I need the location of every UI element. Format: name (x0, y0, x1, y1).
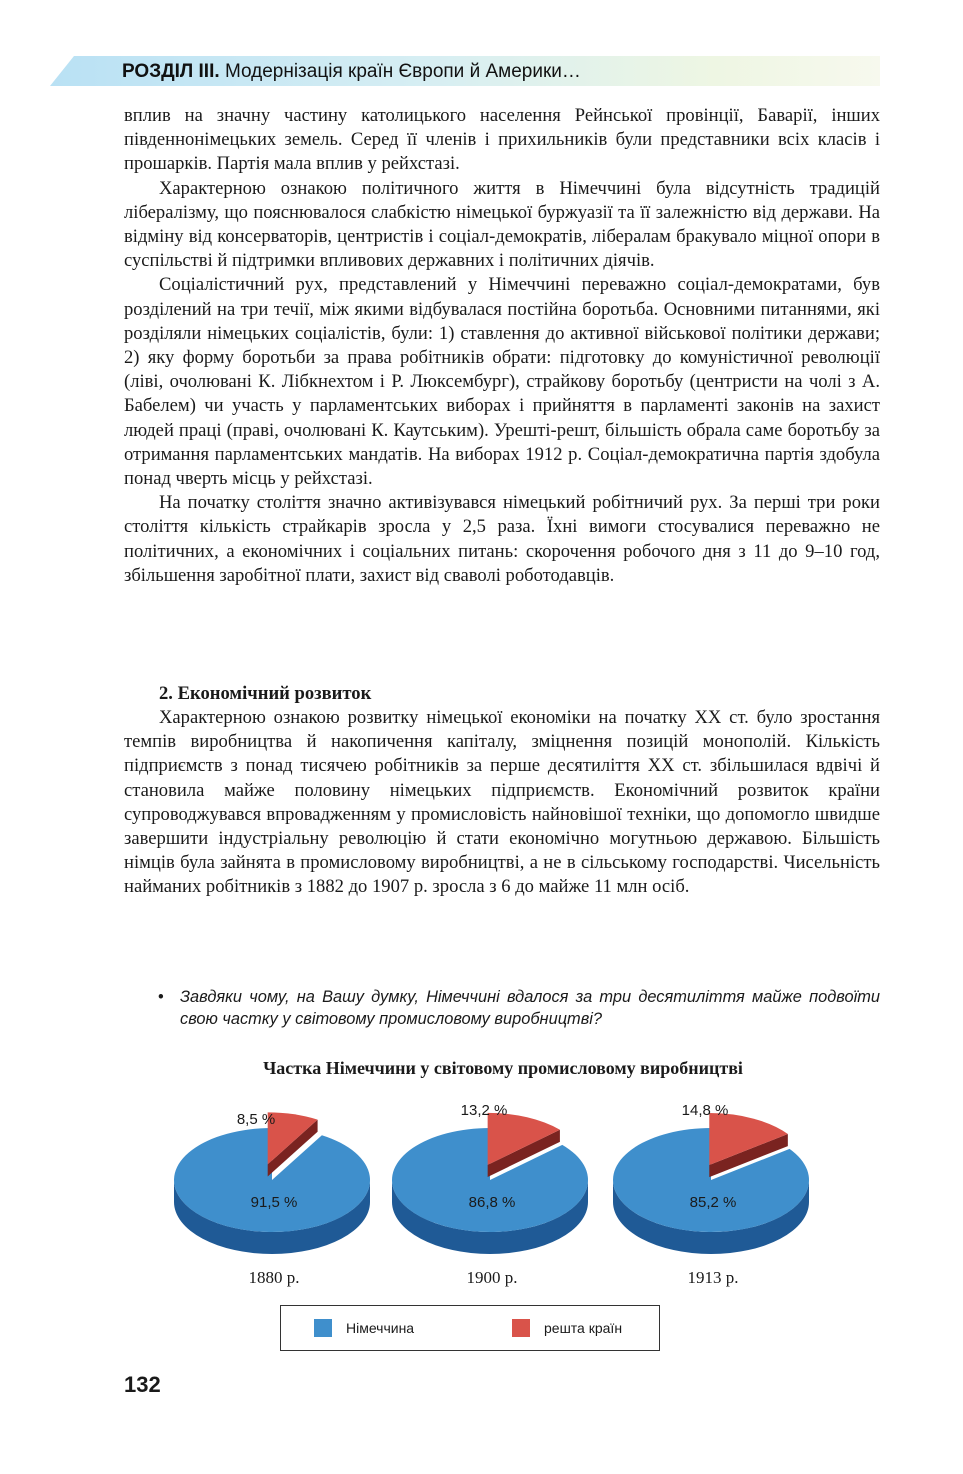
pie-label-rest: 13,2 % (460, 1102, 508, 1119)
running-header (122, 59, 581, 85)
paragraph: Характерною ознакою політичного життя в Німеччині була відсутність традицій лібералізму, що пояснювалося слабкістю німецької буржуазії та її залежністю від держави. На відміну від консерваторів, центристів і соціал-демократів, лібералам бракувало міцної опори в суспільстві й підтримки впливових державних і політичних діячів. (124, 177, 880, 272)
pie-label-germany: 86,8 % (468, 1194, 516, 1211)
pie-label-germany: 91,5 % (250, 1194, 298, 1211)
page-number: 132 (124, 1372, 161, 1397)
pie-year-label: 1880 р. (248, 1268, 300, 1287)
body-text-economy (124, 706, 880, 900)
pie-chart-1913 (613, 1102, 809, 1287)
pie-label-rest: 8,5 % (236, 1111, 276, 1128)
header-band-cut (50, 56, 74, 86)
legend-swatch-germany (314, 1319, 332, 1337)
pie-chart-1900 (392, 1102, 588, 1287)
discussion-question (158, 986, 880, 1030)
section-title: Модернізація країн Європи й Америки… (224, 61, 581, 82)
legend-label-germany: Німеччина (346, 1320, 415, 1336)
chart-legend (280, 1305, 660, 1351)
pie-label-germany: 85,2 % (689, 1194, 737, 1211)
subsection-heading: 2. Економічний розвиток (159, 683, 372, 704)
section-label: РОЗДІЛ III. (122, 61, 220, 82)
legend-swatch-rest (512, 1319, 530, 1337)
paragraph: Соціалістичний рух, представлений у Німеччині переважно соціал-демократами, був розділений на три течії, між якими відбувалася постійна боротьба. Основними питаннями, які розділяли німецьких соціалістів, були: 1) ставлення до активної військової політики держави; 2) яку форму боротьби за права робітників обрати: підготовку до комуністичної революції (ліві, очолювані К. Лібкнехтом і Р. Люксембург), страйкову боротьбу (центристи на чолі з А. Бабелем) чи участь у парламентських виборах і прийняття в парламенті законів на захист людей праці (праві, очолювані К. Каутським). Урешті-решт, більшість обрала саме боротьбу за отримання парламентських мандатів. На виборах 1912 р. Соціал-демократична партія здобула понад чверть місць у рейхстазі. (124, 274, 880, 490)
paragraph: Характерною ознакою розвитку німецької економіки на початку XX ст. було зростання темпів виробництва й накопичення капіталу, зміцнення позицій монополій. Кількість підприємств з понад тисячею робітників за перше десятиліття XX ст. збільшилася вдвічі й становила майже половину німецьких підприємств. Економічний розвиток країни супроводжувався впровадженням у промисловість найновішої техніки, що допомогло швидше завершити індустріальну революцію й стати економічно могутньою державою. Більшість німців була зайнята в промисловому виробництві, а не в сільському господарстві. Чисельність найманих робітників з 1882 до 1907 р. зросла з 6 до майже 11 млн осіб. (124, 707, 880, 898)
pie-label-rest: 14,8 % (681, 1102, 729, 1119)
legend-item-germany (314, 1318, 414, 1338)
question-text: Завдяки чому, на Вашу думку, Німеччині вдалося за три десятиліття майже подвоїти свою частку у світовому промисловому виробництві? (180, 988, 880, 1028)
pie-charts (160, 1095, 840, 1295)
legend-item-rest (512, 1318, 622, 1338)
legend-label-rest: решта країн (544, 1320, 623, 1336)
bullet: • (158, 988, 164, 1006)
paragraph: На початку століття значно активізувався німецький робітничий рух. За перші три роки століття кількість страйкарів зросла у 2,5 раза. Їхні вимоги стосувалися переважно не політичних, а економічних і соціальних питань: скорочення робочого дня з 11 до 9–10 год, збільшення заробітної плати, захист від сваволі роботодавців. (124, 492, 880, 586)
pie-year-label: 1913 р. (687, 1268, 739, 1287)
paragraph: вплив на значну частину католицького населення Рейнської провінції, Баварії, інших південнонімецьких земель. Серед її членів і прихильників були представники всіх класів і прошарків. Партія мала вплив у рейхстазі. (124, 105, 880, 175)
pie-year-label: 1900 р. (466, 1268, 518, 1287)
pie-chart-1880 (174, 1111, 370, 1287)
chart-title: Частка Німеччини у світовому промисловому виробництві (263, 1058, 743, 1078)
body-text (124, 104, 880, 588)
